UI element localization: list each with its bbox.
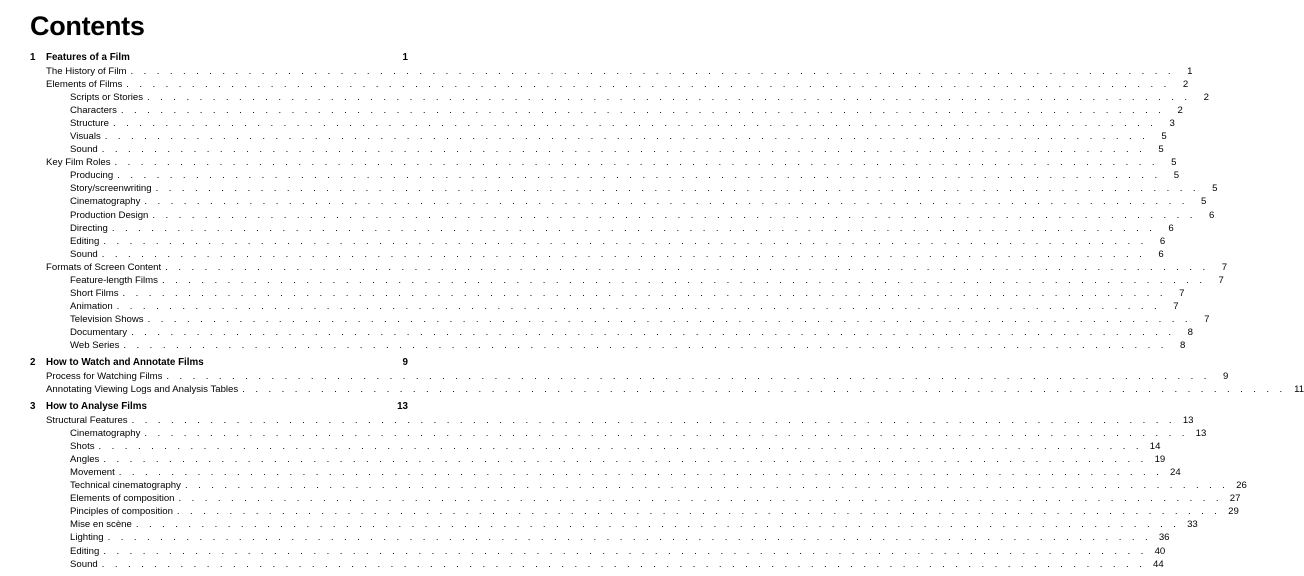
toc-page-number: 7 bbox=[1221, 261, 1228, 273]
toc-chapter-number: 1 bbox=[30, 52, 36, 63]
toc-entry-label: Sound bbox=[70, 248, 102, 261]
toc-page-number: 5 bbox=[1173, 170, 1180, 182]
toc-page-number: 24 bbox=[1170, 467, 1181, 479]
toc-entry-label: Production Design bbox=[70, 209, 152, 222]
toc-page-number: 1 bbox=[402, 52, 408, 63]
toc-leader-dots: . . . . . . . . . . . . . . . . . . . . . . . . . . . . . . . . . . . . . . . . . . . . . . . . . . . . . . . . . . . . . . . . . . . . . . . . . . . . . . . . bbox=[184, 480, 1229, 492]
toc-leader-dots: . . . . . . . . . . . . . . . . . . . . . . . . . . . . . . . . . . . . . . . . . . . . . . . . . . . . . . . . . . . . . . . . . . . . . . . . . . . . . . . . bbox=[147, 313, 1192, 325]
toc-chapter-entry[interactable] bbox=[30, 51, 408, 64]
toc-entry-label: Elements of composition bbox=[70, 492, 179, 505]
toc-entry-label: Annotating Viewing Logs and Analysis Tables bbox=[46, 383, 242, 396]
toc-subsection-entry[interactable] bbox=[70, 104, 1183, 117]
toc-entry-label: Features of a Film bbox=[46, 51, 134, 64]
toc-leader-dots: . . . . . . . . . . . . . . . . . . . . . . . . . . . . . . . . . . . . . . . . . . . . . . . . . . . . . . . . . . . . . . . . . . . . . . . . . . . . . . . . bbox=[161, 274, 1206, 286]
toc-entry-label: Sound bbox=[70, 558, 102, 571]
toc-leader-dots: . . . . . . . . . . . . . . . . . . . . . . . . . . . . . . . . . . . . . . . . . . . . . . . . . . . . . . . . . . . . . . . . . . . . . . . . . . . . . . . . bbox=[103, 235, 1148, 247]
toc-leader-dots: . . . . . . . . . . . . . . . . . . . . . . . . . . . . . . . . . . . . . . . . . . . . . . . . . . . . . . . . . . . . . . . . . . . . . . . . . . . . . . . . bbox=[104, 131, 1149, 143]
toc-leader-dots: . . . . . . . . . . . . . . . . . . . . . . . . . . . . . . . . . . . . . . . . . . . . . . . . . . . . . . . . . . . . . . . . . . . . . . . . . . . . . . . . bbox=[103, 454, 1148, 466]
toc-entry-label: Editing bbox=[70, 235, 103, 248]
toc-entry-label: Visuals bbox=[70, 130, 105, 143]
toc-subsection-entry[interactable] bbox=[70, 235, 1166, 248]
toc-entry-label: Structural Features bbox=[46, 414, 132, 427]
toc-entry-label: Pinciples of composition bbox=[70, 505, 177, 518]
toc-section-entry[interactable] bbox=[46, 156, 1177, 169]
toc-page-number: 9 bbox=[402, 356, 408, 368]
toc-subsection-entry[interactable] bbox=[70, 209, 1215, 222]
toc-entry-label: Elements of Films bbox=[46, 78, 126, 91]
toc-entry-label: Feature-length Films bbox=[70, 274, 162, 287]
toc-page-number: 7 bbox=[1173, 300, 1179, 312]
toc-entry-label: How to Watch and Annotate Films bbox=[46, 356, 208, 369]
toc-chapter-number: 2 bbox=[30, 356, 36, 368]
toc-leader-dots: . . . . . . . . . . . . . . . . . . . . . . . . . . . . . . . . . . . . . . . . . . . . . . . . . . . . . . . . . . . . . . . . . . . . . . . . . . . . . . . . bbox=[98, 441, 1143, 453]
toc-subsection-entry[interactable] bbox=[70, 143, 1164, 156]
toc-subsection-entry[interactable] bbox=[70, 326, 1193, 339]
toc-entry-label: Shots bbox=[70, 440, 99, 453]
toc-subsection-entry[interactable] bbox=[70, 505, 1239, 518]
toc-entry-label: Sound bbox=[70, 143, 102, 156]
toc-page-number: 6 bbox=[1158, 248, 1164, 260]
toc-section-entry[interactable] bbox=[46, 414, 1194, 427]
toc-page-number: 14 bbox=[1149, 441, 1161, 453]
toc-entry-label: Directing bbox=[70, 222, 112, 235]
toc-leader-dots: . . . . . . . . . . . . . . . . . . . . . . . . . . . . . . . . . . . . . . . . . . . . . . . . . . . . . . . . . . . . . . . . . . . . . . . . . . . . . . . . bbox=[130, 66, 1175, 77]
toc-entry-label: Technical cinematography bbox=[70, 479, 185, 492]
toc-entry-label: Structure bbox=[70, 117, 113, 130]
toc-entry-label: Movement bbox=[70, 466, 119, 479]
toc-subsection-entry[interactable] bbox=[70, 558, 1164, 571]
toc-entry-label: Producing bbox=[70, 169, 117, 182]
toc-page-number: 8 bbox=[1179, 339, 1186, 351]
toc-subsection-entry[interactable] bbox=[70, 440, 1161, 453]
toc-chapter-entry[interactable] bbox=[30, 400, 408, 413]
toc-leader-dots: . . . . . . . . . . . . . . . . . . . . . . . . . . . . . . . . . . . . . . . . . . . . . . . . . . . . . . . . . . . . . . . . . . . . . . . . . . . . . . . . bbox=[166, 371, 1211, 382]
toc-entry-label: Television Shows bbox=[70, 313, 148, 326]
toc-page-number: 6 bbox=[1159, 235, 1166, 247]
toc-page-number: 2 bbox=[1177, 105, 1183, 117]
toc-entry-label: Editing bbox=[70, 545, 103, 558]
toc-subsection-entry[interactable] bbox=[70, 492, 1241, 505]
toc-page-number: 5 bbox=[1171, 157, 1177, 169]
toc-subsection-entry[interactable] bbox=[70, 300, 1179, 313]
toc-page-number: 7 bbox=[1218, 274, 1224, 286]
toc-page-number: 19 bbox=[1154, 454, 1166, 466]
toc-page-number: 6 bbox=[1168, 222, 1174, 234]
toc-entry-label: Cinematography bbox=[70, 427, 144, 440]
toc-leader-dots: . . . . . . . . . . . . . . . . . . . . . . . . . . . . . . . . . . . . . . . . . . . . . . . . . . . . . . . . . . . . . . . . . . . . . . . . . . . . . . . . bbox=[144, 428, 1189, 440]
toc-leader-dots: . . . . . . . . . . . . . . . . . . . . . . . . . . . . . . . . . . . . . . . . . . . . . . . . . . . . . . . . . . . . . . . . . . . . . . . . . . . . . . . . bbox=[101, 248, 1146, 260]
toc-page-number: 9 bbox=[1222, 371, 1229, 382]
toc-subsection-entry[interactable] bbox=[70, 339, 1186, 352]
toc-entry-label: Lighting bbox=[70, 531, 108, 544]
toc-subsection-entry[interactable] bbox=[70, 117, 1175, 130]
toc-leader-dots: . . . . . . . . . . . . . . . . . . . . . . . . . . . . . . . . . . . . . . . . . . . . . . . . . . . . . . . . . . . . . . . . . . . . . . . . . . . . . . . . bbox=[152, 209, 1197, 221]
toc-leader-dots: . . . . . . . . . . . . . . . . . . . . . . . . . . . . . . . . . . . . . . . . . . . . . . . . . . . . . . . . . . . . . . . . . . . . . . . . . . . . . . . . bbox=[117, 170, 1162, 182]
toc-subsection-entry[interactable] bbox=[70, 182, 1218, 195]
toc-section-entry[interactable] bbox=[46, 261, 1228, 274]
toc-subsection-entry[interactable] bbox=[70, 169, 1180, 182]
toc-leader-dots: . . . . . . . . . . . . . . . . . . . . . . . . . . . . . . . . . . . . . . . . . . . . . . . . . . . . . . . . . . . . . . . . . . . . . . . . . . . . . . . . bbox=[122, 287, 1167, 299]
toc-section-entry[interactable] bbox=[46, 383, 1304, 396]
toc-page-number: 13 bbox=[397, 401, 408, 412]
toc-subsection-entry[interactable] bbox=[70, 248, 1164, 261]
toc-entry-label: Documentary bbox=[70, 326, 131, 339]
toc-page-number: 2 bbox=[1203, 92, 1209, 104]
toc-page-number: 6 bbox=[1208, 209, 1215, 221]
toc-subsection-entry[interactable] bbox=[70, 195, 1207, 208]
toc-entry-label: Characters bbox=[70, 104, 121, 117]
toc-entry-label: Angles bbox=[70, 453, 103, 466]
toc-leader-dots: . . . . . . . . . . . . . . . . . . . . . . . . . . . . . . . . . . . . . . . . . . . . . . . . . . . . . . . . . . . . . . . . . . . . . . . . . . . . . . . . bbox=[165, 261, 1210, 273]
toc-subsection-entry[interactable] bbox=[70, 91, 1209, 104]
toc-leader-dots: . . . . . . . . . . . . . . . . . . . . . . . . . . . . . . . . . . . . . . . . . . . . . . . . . . . . . . . . . . . . . . . . . . . . . . . . . . . . . . . . bbox=[112, 118, 1157, 130]
toc-leader-dots: . . . . . . . . . . . . . . . . . . . . . . . . . . . . . . . . . . . . . . . . . . . . . . . . . . . . . . . . . . . . . . . . . . . . . . . . . . . . . . . . bbox=[123, 339, 1168, 351]
toc-chapter-entry[interactable] bbox=[30, 356, 408, 369]
toc-page-number: 8 bbox=[1187, 326, 1193, 338]
toc-leader-dots: . . . . . . . . . . . . . . . . . . . . . . . . . . . . . . . . . . . . . . . . . . . . . . . . . . . . . . . . . . . . . . . . . . . . . . . . . . . . . . . . bbox=[178, 493, 1223, 505]
toc-leader-dots: . . . . . . . . . . . . . . . . . . . . . . . . . . . . . . . . . . . . . . . . . . . . . . . . . . . . . . . . . . . . . . . . . . . . . . . . . . . . . . . . bbox=[111, 222, 1156, 234]
toc-leader-dots: . . . . . . . . . . . . . . . . . . . . . . . . . . . . . . . . . . . . . . . . . . . . . . . . . . . . . . . . . . . . . . . . . . . . . . . . . . . . . . . . bbox=[144, 196, 1189, 208]
toc-leader-dots: . . . . . . . . . . . . . . . . . . . . . . . . . . . . . . . . . . . . . . . . . . . . . . . . . . . . . . . . . . . . . . . . . . . . . . . . . . . . . . . . bbox=[114, 157, 1159, 169]
toc-page-number: 1 bbox=[1187, 66, 1193, 77]
toc-page-number: 33 bbox=[1187, 519, 1198, 531]
toc-page-number: 7 bbox=[1204, 313, 1210, 325]
toc-page-number: 26 bbox=[1236, 480, 1247, 492]
toc-leader-dots: . . . . . . . . . . . . . . . . . . . . . . . . . . . . . . . . . . . . . . . . . . . . . . . . . . . . . . . . . . . . . . . . . . . . . . . . . . . . . . . . bbox=[147, 92, 1191, 104]
toc-page-number: 13 bbox=[1182, 415, 1194, 427]
toc-page-number: 11 bbox=[1294, 384, 1304, 395]
toc-page-number: 5 bbox=[1161, 131, 1167, 143]
toc-section-entry[interactable] bbox=[46, 65, 1193, 78]
toc-subsection-entry[interactable] bbox=[70, 427, 1207, 440]
toc-entry-label: Scripts or Stories bbox=[70, 91, 147, 104]
toc-leader-dots: . . . . . . . . . . . . . . . . . . . . . . . . . . . . . . . . . . . . . . . . . . . . . . . . . . . . . . . . . . . . . . . . . . . . . . . . . . . . . . . . bbox=[107, 532, 1152, 544]
toc-leader-dots: . . . . . . . . . . . . . . . . . . . . . . . . . . . . . . . . . . . . . . . . . . . . . . . . . . . . . . . . . . . . . . . . . . . . . . . . . . . . . . . . bbox=[131, 415, 1176, 427]
toc-leader-dots: . . . . . . . . . . . . . . . . . . . . . . . . . . . . . . . . . . . . . . . . . . . . . . . . . . . . . . . . . . . . . . . . . . . . . . . . . . . . . . . . bbox=[120, 105, 1165, 117]
toc-subsection-entry[interactable] bbox=[70, 313, 1210, 326]
toc-leader-dots: . . . . . . . . . . . . . . . . . . . . . . . . . . . . . . . . . . . . . . . . . . . . . . . . . . . . . . . . . . . . . . . . . . . . . . . . . . . . . . . . bbox=[176, 506, 1221, 518]
toc-page-number: 13 bbox=[1195, 428, 1207, 440]
toc-leader-dots: . . . . . . . . . . . . . . . . . . . . . . . . . . . . . . . . . . . . . . . . . . . . . . . . . . . . . . . . . . . . . . . . . . . . . . . . . . . . . . . . bbox=[101, 558, 1146, 570]
toc-section-entry[interactable] bbox=[46, 370, 1229, 383]
toc-page-number: 40 bbox=[1154, 545, 1166, 557]
page-title: Contents bbox=[30, 11, 145, 41]
toc-subsection-entry[interactable] bbox=[70, 453, 1166, 466]
toc-leader-dots: . . . . . . . . . . . . . . . . . . . . . . . . . . . . . . . . . . . . . . . . . . . . . . . . . . . . . . . . . . . . . . . . . . . . . . . . . . . . . . . . bbox=[135, 519, 1180, 531]
toc-page-number: 5 bbox=[1212, 183, 1218, 195]
toc-entry-label: Short Films bbox=[70, 287, 123, 300]
toc-entry-label: Mise en scène bbox=[70, 518, 136, 531]
toc-page-number: 36 bbox=[1158, 532, 1170, 544]
toc-leader-dots: . . . . . . . . . . . . . . . . . . . . . . . . . . . . . . . . . . . . . . . . . . . . . . . . . . . . . . . . . . . . . . . . . . . . . . . . . . . . . . . . bbox=[155, 183, 1200, 195]
toc-entry-label: The History of Film bbox=[46, 65, 131, 78]
toc-subsection-entry[interactable] bbox=[70, 479, 1247, 492]
toc-entry-label: Animation bbox=[70, 300, 117, 313]
toc-leader-dots: . . . . . . . . . . . . . . . . . . . . . . . . . . . . . . . . . . . . . . . . . . . . . . . . . . . . . . . . . . . . . . . . . . . . . . . . . . . . . . . . bbox=[126, 79, 1171, 91]
toc-page-number: 3 bbox=[1169, 118, 1175, 130]
toc-page-number: 7 bbox=[1179, 287, 1185, 299]
toc-chapter-number: 3 bbox=[30, 401, 36, 412]
toc-page-number: 44 bbox=[1152, 558, 1164, 570]
toc-subsection-entry[interactable] bbox=[70, 287, 1185, 300]
toc-entry-label: Web Series bbox=[70, 339, 123, 352]
toc-subsection-entry[interactable] bbox=[70, 274, 1224, 287]
toc-subsection-entry[interactable] bbox=[70, 531, 1170, 544]
toc-leader-dots: . . . . . . . . . . . . . . . . . . . . . . . . . . . . . . . . . . . . . . . . . . . . . . . . . . . . . . . . . . . . . . . . . . . . . . . . . . . . . . . . bbox=[242, 384, 1287, 395]
toc-page-number: 2 bbox=[1182, 79, 1189, 91]
toc-page-number: 29 bbox=[1228, 506, 1239, 518]
toc-subsection-entry[interactable] bbox=[70, 130, 1167, 143]
toc-page-number: 5 bbox=[1158, 144, 1164, 156]
toc-subsection-entry[interactable] bbox=[70, 466, 1181, 479]
toc-subsection-entry[interactable] bbox=[70, 518, 1198, 531]
toc-section-entry[interactable] bbox=[46, 78, 1189, 91]
toc-subsection-entry[interactable] bbox=[70, 222, 1174, 235]
toc-entry-label: Story/screenwriting bbox=[70, 182, 156, 195]
toc-leader-dots: . . . . . . . . . . . . . . . . . . . . . . . . . . . . . . . . . . . . . . . . . . . . . . . . . . . . . . . . . . . . . . . . . . . . . . . . . . . . . . . . bbox=[103, 545, 1148, 557]
toc-entry-label: Process for Watching Films bbox=[46, 370, 166, 383]
toc-entry-label: Cinematography bbox=[70, 195, 144, 208]
toc-leader-dots: . . . . . . . . . . . . . . . . . . . . . . . . . . . . . . . . . . . . . . . . . . . . . . . . . . . . . . . . . . . . . . . . . . . . . . . . . . . . . . . . bbox=[101, 144, 1146, 156]
toc-leader-dots: . . . . . . . . . . . . . . . . . . . . . . . . . . . . . . . . . . . . . . . . . . . . . . . . . . . . . . . . . . . . . . . . . . . . . . . . . . . . . . . . bbox=[118, 467, 1163, 479]
toc-entry-label: Formats of Screen Content bbox=[46, 261, 165, 274]
toc-entry-label: Key Film Roles bbox=[46, 156, 115, 169]
toc-entry-label: How to Analyse Films bbox=[46, 400, 151, 413]
toc-page-number: 27 bbox=[1229, 493, 1241, 505]
toc-page-number: 5 bbox=[1200, 196, 1207, 208]
toc-subsection-entry[interactable] bbox=[70, 545, 1166, 558]
toc-leader-dots: . . . . . . . . . . . . . . . . . . . . . . . . . . . . . . . . . . . . . . . . . . . . . . . . . . . . . . . . . . . . . . . . . . . . . . . . . . . . . . . . bbox=[131, 326, 1175, 338]
toc-leader-dots: . . . . . . . . . . . . . . . . . . . . . . . . . . . . . . . . . . . . . . . . . . . . . . . . . . . . . . . . . . . . . . . . . . . . . . . . . . . . . . . . bbox=[116, 300, 1161, 312]
